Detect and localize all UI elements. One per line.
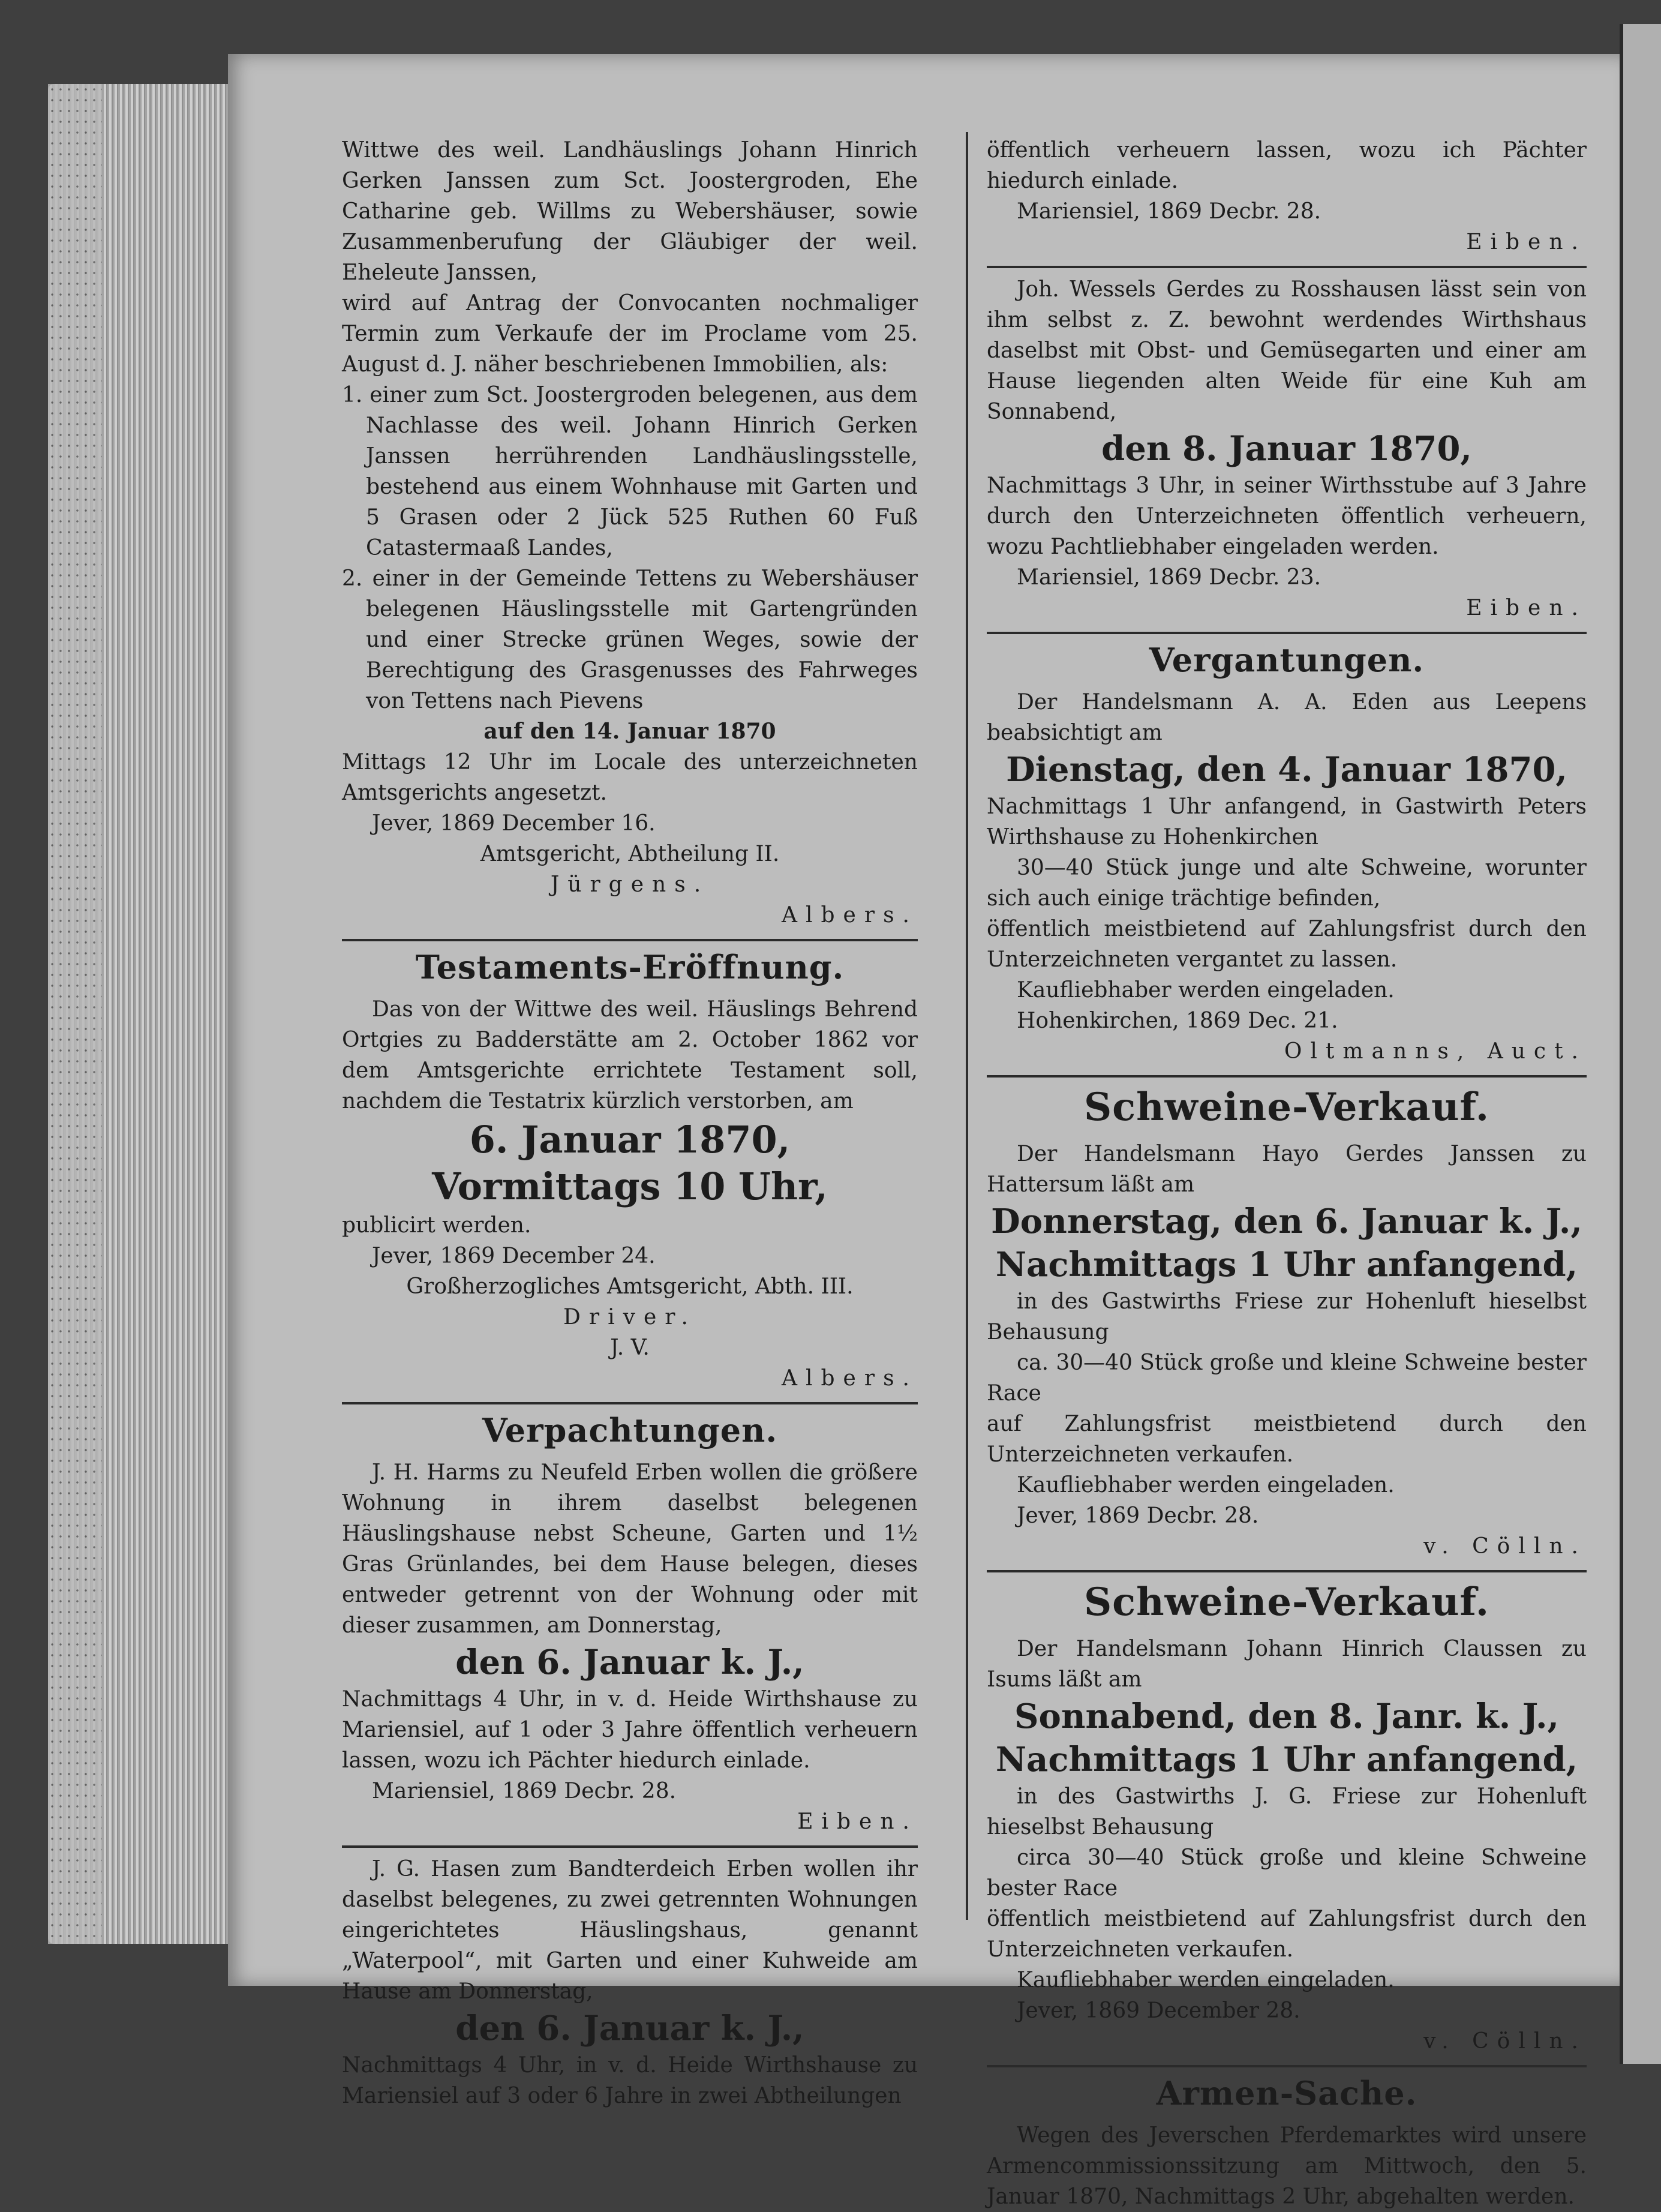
lease-date: den 8. Januar 1870, [1101,429,1472,469]
lease-date: den 6. Januar k. J., [455,2009,804,2048]
section-rule [987,1075,1587,1078]
place-date: Mariensiel, 1869 Decbr. 23. [1017,565,1321,590]
section-rule [342,939,918,941]
auction-date: auf den 14. Januar 1870 [483,719,776,744]
adjacent-page-edge [1620,24,1661,2064]
section-title-armen-sache: Armen-Sache. [1156,2074,1417,2112]
property-item-2: 2. einer in der Gemeinde Tettens zu Webershäuser belegenen Häuslingsstelle mit Gartengründen und einer Strecke grünen Weges, sowie der Berechtigung des Grasgenusses des Fahrweges von Tettens nach Pievens [342,566,918,713]
signature: Oltmanns, Auct. [1284,1039,1587,1064]
left-column [342,135,918,2111]
signature: Eiben. [1466,596,1587,620]
lease-details: Nachmittags 4 Uhr, in v. d. Heide Wirthshause zu Mariensiel auf 3 oder 6 Jahre in zwei Abtheilungen [342,2053,918,2108]
section-rule [342,1845,918,1848]
lease-body: J. H. Harms zu Neufeld Erben wollen die größere Wohnung in ihrem daselbst belegenen Häuslingshause nebst Scheune, Garten und 1½ Gras Grünlandes, bei dem Hause belegen, dieses entweder getrennt von der Wohnung oder mit dieser zusammen, am Donnerstag, [342,1460,918,1638]
sale-place: in des Gastwirths J. G. Friese zur Hohenluft hieselbst Behausung [987,1784,1587,1839]
notice-intro: Wittwe des weil. Landhäuslings Johann Hinrich Gerken Janssen zum Sct. Joostergroden, Ehe Catharine geb. Willms zu Webershäuser, sowie Zusammenberufung der Gläubiger der weil. Eheleute Janssen, [342,138,918,285]
lease-body: J. G. Hasen zum Bandterdeich Erben wollen ihr daselbst belegenes, zu zwei getrennten Wohnungen eingerichtetes Häuslingshaus, genannt „Waterpool“, mit Garten und einer Kuhweide am Hause am Donnerstag, [342,1857,918,2004]
signature: Albers. [782,903,918,928]
section-rule [987,266,1587,268]
signature: J. V. [610,1335,650,1360]
sale-goods: circa 30—40 Stück große und kleine Schweine bester Race [987,1845,1587,1901]
sale-place: in des Gastwirths Friese zur Hohenluft hieselbst Behausung [987,1289,1587,1344]
section-title-testament: Testaments-Eröffnung. [415,948,845,986]
sale-time: Nachmittags 1 Uhr anfangend, [995,1245,1578,1284]
place-date: Jever, 1869 December 16. [372,811,656,836]
sale-date: Donnerstag, den 6. Januar k. J., [991,1202,1582,1241]
signature: v. Cölln. [1423,1534,1587,1559]
auction-body: Der Handelsmann A. A. Eden aus Leepens beabsichtigt am [987,690,1587,745]
signature: v. Cölln. [1423,2029,1587,2054]
notice-intro-2: wird auf Antrag der Convocanten nochmaliger Termin zum Verkaufe der im Proclame vom 25. August d. J. näher beschriebenen Immobilien, als: [342,291,918,377]
auction-goods: 30—40 Stück junge und alte Schweine, worunter sich auch einige trächtige befinden, [987,856,1587,911]
book-binding [48,84,102,1944]
lease-details: Nachmittags 4 Uhr, in v. d. Heide Wirthshause zu Mariensiel, auf 1 oder 3 Jahre öffentlich verheuern lassen, wozu ich Pächter hiedurch einlade. [342,1687,918,1773]
place-date: Jever, 1869 December 24. [372,1244,656,1268]
lease-body: Joh. Wessels Gerdes zu Rosshausen lässt sein von ihm selbst z. Z. bewohnt werdendes Wirthshaus daselbst mit Obst- und Gemüsegarten und einer am Hause liegenden alten Weide für eine Kuh am Sonnabend, [987,277,1587,424]
invitation: Kaufliebhaber werden eingeladen. [1017,978,1395,1003]
testament-body: Das von der Wittwe des weil. Häuslings Behrend Ortgies zu Badderstätte am 2. October 1862 vor dem Amtsgerichte errichtete Testament soll, nachdem die Testatrix kürzlich verstorben, am [342,997,918,1113]
sale-body: Der Handelsmann Hayo Gerdes Janssen zu Hattersum läßt am [987,1142,1587,1197]
column-divider [966,132,968,1920]
court-name: Amtsgericht, Abtheilung II. [480,842,780,866]
section-rule [987,2065,1587,2067]
sale-goods: ca. 30—40 Stück große und kleine Schweine bester Race [987,1350,1587,1406]
auction-time: Mittags 12 Uhr im Locale des unterzeichneten Amtsgerichts angesetzt. [342,750,918,805]
section-rule [342,1402,918,1404]
section-title-verpachtungen: Verpachtungen. [482,1411,778,1449]
sale-terms: auf Zahlungsfrist meistbietend durch den Unterzeichneten verkaufen. [987,1412,1587,1467]
sale-body: Der Handelsmann Johann Hinrich Claussen zu Isums läßt am [987,1637,1587,1692]
signature: Driver. [563,1305,696,1329]
testament-published: publicirt werden. [342,1213,531,1238]
auction-details: Nachmittags 1 Uhr anfangend, in Gastwirth Peters Wirthshause zu Hohenkirchen [987,794,1587,850]
notice-body: Wegen des Jeverschen Pferdemarktes wird unsere Armencommissionssitzung am Mittwoch, den 5. Januar 1870, Nachmittags 2 Uhr, abgehalten werden. [987,2123,1587,2209]
section-title-schweine-verkauf: Schweine-Verkauf. [1083,1580,1490,1625]
place-date: Hohenkirchen, 1869 Dec. 21. [1017,1009,1338,1033]
sale-time: Nachmittags 1 Uhr anfangend, [995,1740,1578,1779]
section-rule [987,1570,1587,1572]
right-column [987,135,1587,2212]
place-date: Mariensiel, 1869 Decbr. 28. [372,1779,677,1803]
testament-date: 6. Januar 1870, [469,1118,791,1161]
section-title-vergantungen: Vergantungen. [1149,641,1425,679]
court-name: Großherzogliches Amtsgericht, Abth. III. [406,1274,854,1299]
place-date: Jever, 1869 December 28. [1017,1998,1300,2023]
lease-date: den 6. Januar k. J., [455,1643,804,1682]
section-rule [987,632,1587,634]
place-date: Jever, 1869 Decbr. 28. [1017,1503,1259,1528]
sale-date: Sonnabend, den 8. Janr. k. J., [1014,1697,1559,1736]
signature: Eiben. [797,1809,918,1834]
auction-terms: öffentlich meistbietend auf Zahlungsfrist durch den Unterzeichneten vergantet zu lassen. [987,917,1587,972]
signature: Eiben. [1466,230,1587,254]
invitation: Kaufliebhaber werden eingeladen. [1017,1473,1395,1497]
place-date: Mariensiel, 1869 Decbr. 28. [1017,199,1321,224]
continued-text: öffentlich verheuern lassen, wozu ich Pächter hiedurch einlade. [987,138,1587,193]
lease-details: Nachmittags 3 Uhr, in seiner Wirthsstube auf 3 Jahre durch den Unterzeichneten öffentlich verheuern, wozu Pachtliebhaber eingeladen werden. [987,473,1587,559]
invitation: Kaufliebhaber werden eingeladen. [1017,1968,1395,1992]
testament-time: Vormittags 10 Uhr, [432,1164,828,1208]
auction-date: Dienstag, den 4. Januar 1870, [1006,750,1567,790]
signature: Jürgens. [550,872,710,897]
section-title-schweine-verkauf: Schweine-Verkauf. [1083,1085,1490,1130]
signature: Albers. [782,1366,918,1391]
sale-terms: öffentlich meistbietend auf Zahlungsfrist durch den Unterzeichneten verkaufen. [987,1907,1587,1962]
property-item-1: 1. einer zum Sct. Joostergroden belegenen, aus dem Nachlasse des weil. Johann Hinrich Gerken Janssen herrührenden Landhäuslingsstelle, bestehend aus einem Wohnhause mit Garten und 5 Grasen oder 2 Jück 525 Ruthen 60 Fuß Catastermaaß Landes, [342,383,918,560]
